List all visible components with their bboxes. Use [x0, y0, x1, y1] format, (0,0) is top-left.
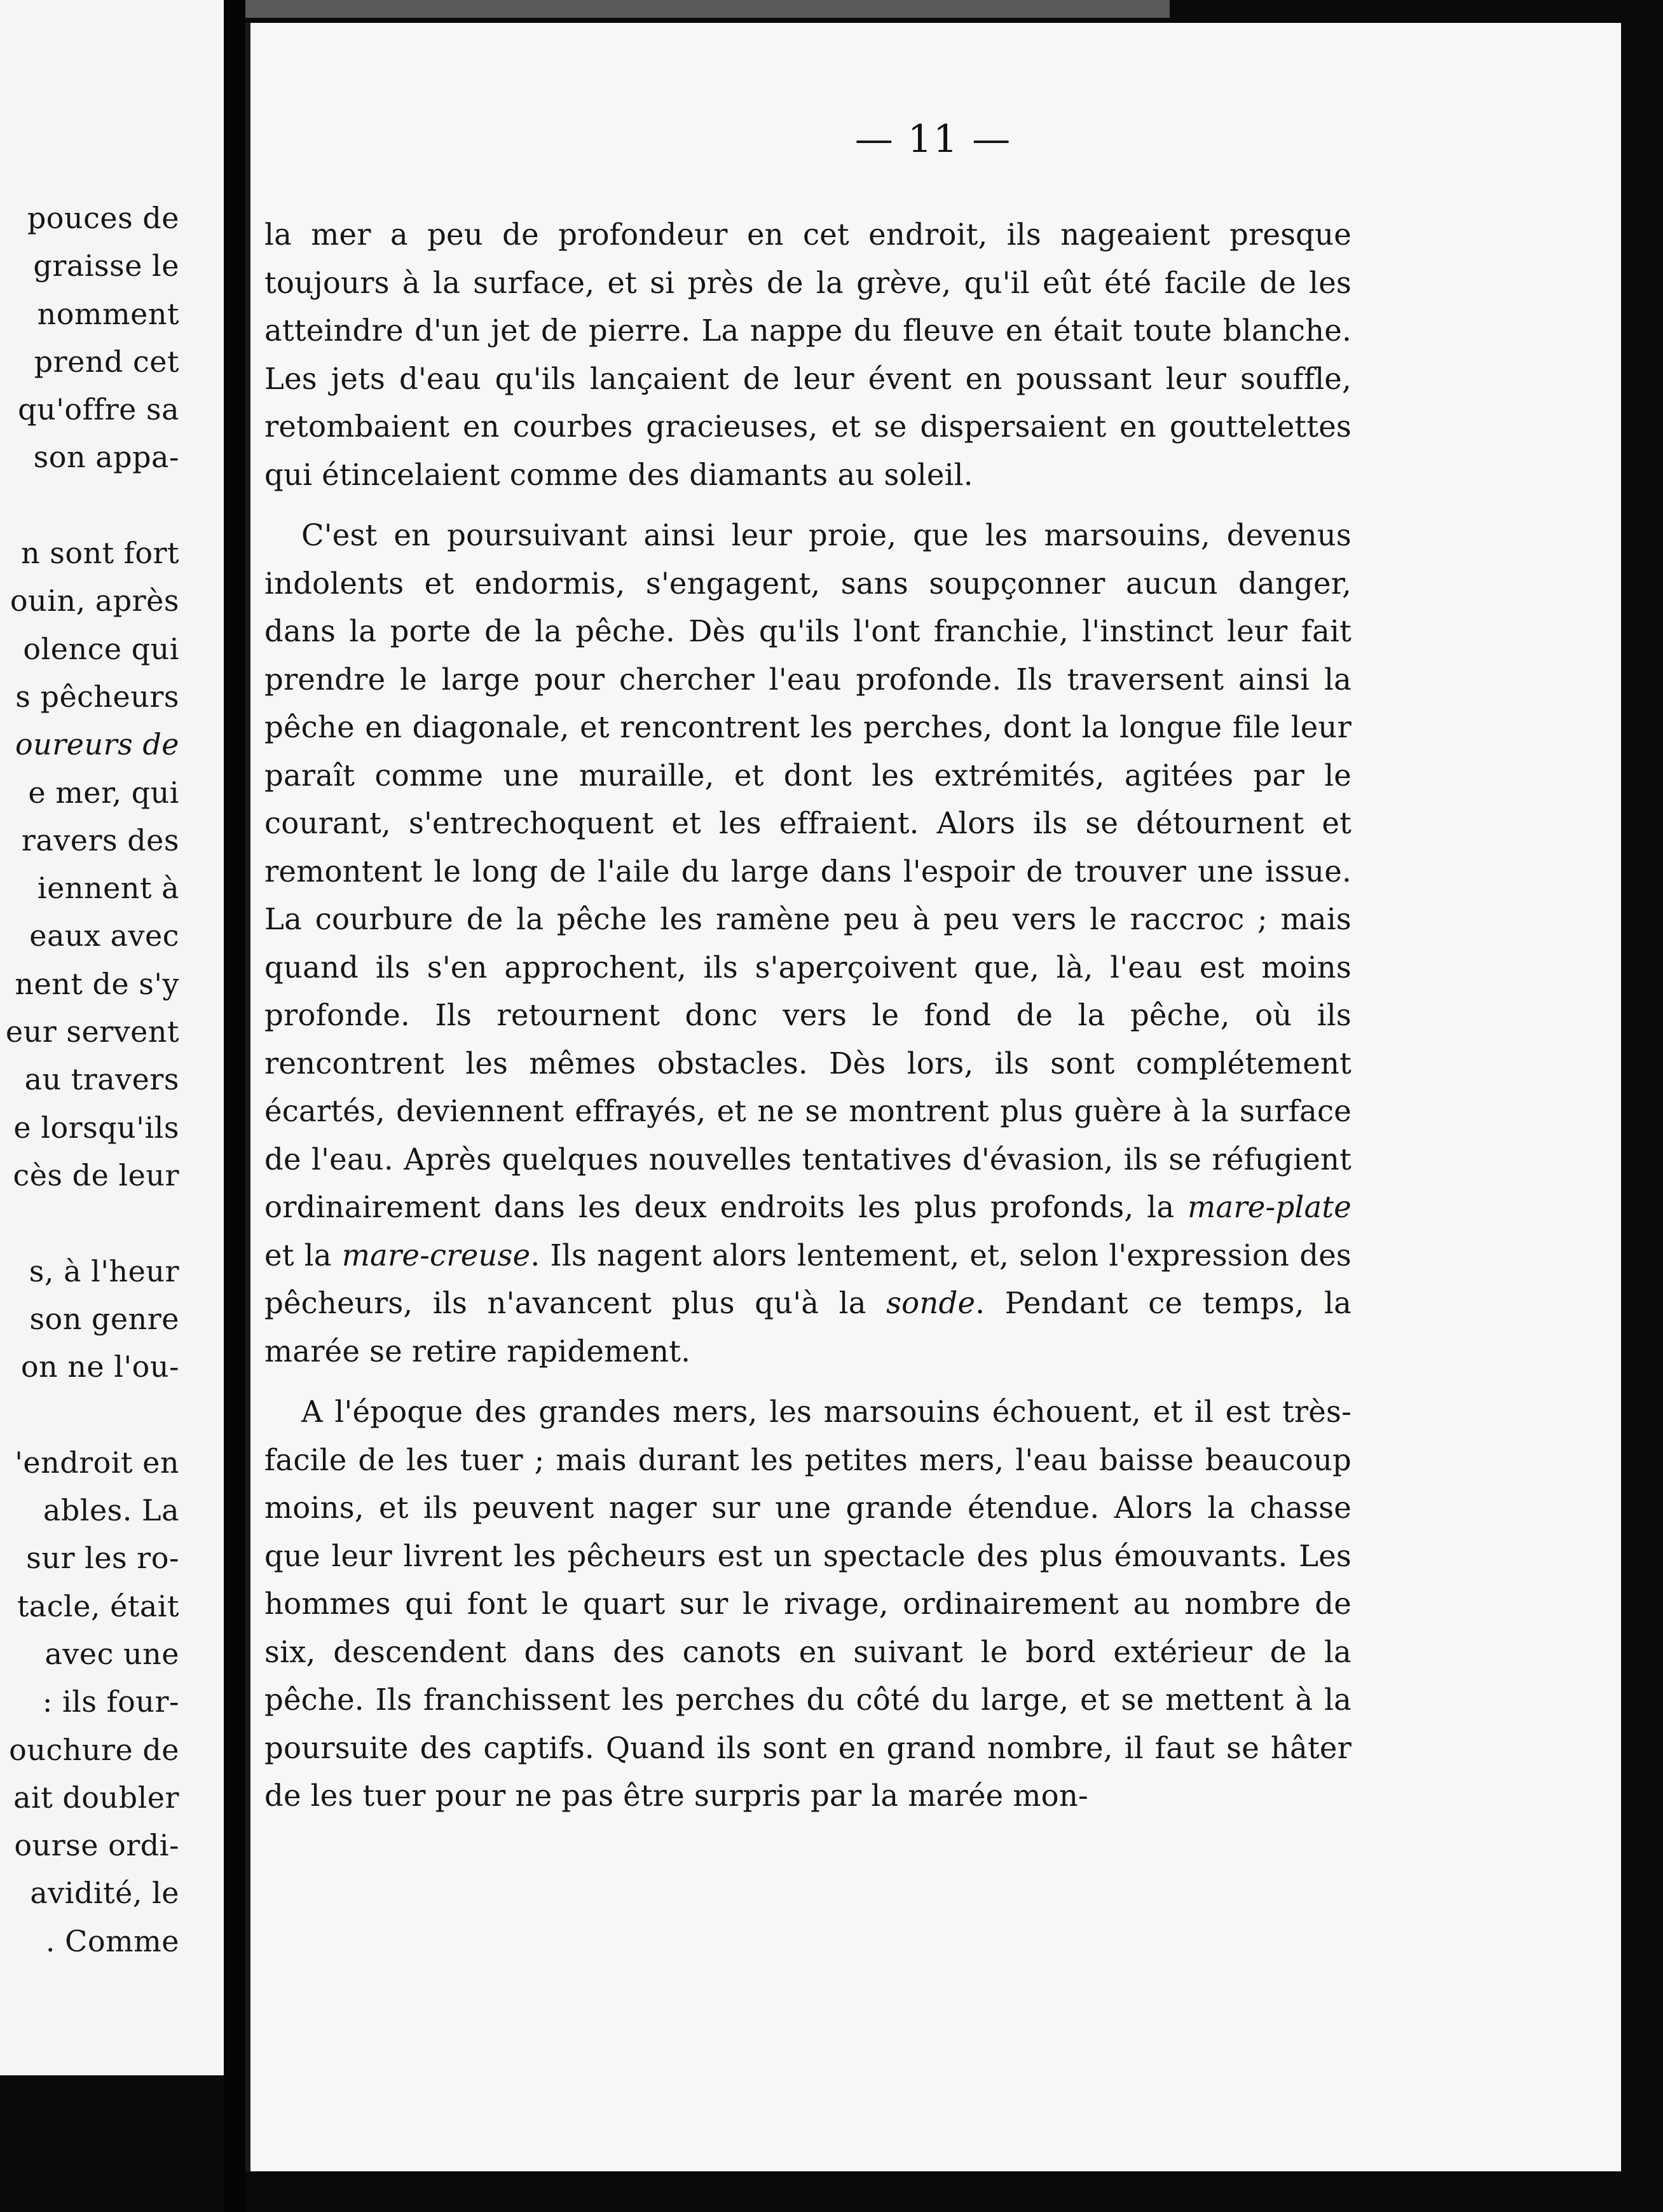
page-gutter — [224, 0, 245, 2212]
left-page-line: 'endroit en — [15, 1445, 179, 1480]
paragraph-2-part-d: . Pendant ce temps, la marée se retire rapidement. — [264, 1286, 1352, 1369]
left-page-line: sur les ro- — [26, 1541, 179, 1576]
term-sonde: sonde — [886, 1286, 976, 1320]
left-page-line: e mer, qui — [28, 775, 179, 810]
left-page-line: tacle, était — [17, 1588, 179, 1623]
left-page-line — [6, 1199, 179, 1247]
left-page-line: e lorsqu'ils — [13, 1110, 179, 1145]
left-page-line: avec une — [44, 1636, 179, 1671]
left-page-line: ables. La — [43, 1493, 179, 1528]
paragraph-2 — [264, 512, 1352, 1376]
left-page-line: son genre — [29, 1301, 179, 1336]
paragraph-1: la mer a peu de profondeur en cet endroit, ils nageaient presque toujours à la surface, et si près de la grève, qu'il eût été facile de les atteindre d'un jet de pierre. La nappe du fleuve en était toute blanche. Les jets d'eau qu'ils lançaient de leur évent en poussant leur souffle, retombaient en courbes gracieuses, et se dispersaient en gouttelettes qui étincelaient comme des diamants au soleil. — [264, 217, 1352, 492]
left-page-lines — [6, 195, 179, 1965]
left-page-line — [6, 1391, 179, 1438]
left-page-line: ouin, après — [10, 584, 179, 618]
left-page-line: ouchure de — [9, 1732, 179, 1767]
left-page-line: eaux avec — [29, 918, 179, 953]
left-page-line: s pêcheurs — [15, 679, 179, 714]
left-page-line: avidité, le — [30, 1876, 179, 1911]
left-page-line: eur servent — [5, 1014, 179, 1049]
left-page-line — [6, 482, 179, 529]
left-page-line: ravers des — [21, 823, 179, 857]
left-page-line: au travers — [24, 1062, 179, 1097]
paragraph-2-part-b: et la — [264, 1238, 332, 1273]
left-page-line: nomment — [37, 296, 179, 331]
term-mare-plate: mare-plate — [1187, 1190, 1352, 1224]
left-page-line: pouces de — [27, 201, 179, 235]
left-page-line: prend cet — [34, 344, 179, 379]
page-number: — 11 — — [854, 117, 1012, 161]
body-text — [264, 211, 1352, 1833]
left-page-line: oureurs de — [15, 727, 179, 762]
left-page-line: nent de s'y — [15, 966, 179, 1001]
left-page-fragment — [0, 0, 224, 2075]
right-page — [245, 23, 1621, 2171]
page-border-rule — [245, 23, 250, 2171]
left-page-line: qu'offre sa — [18, 392, 179, 427]
left-page-line: ait doubler — [13, 1780, 179, 1815]
left-page-line: . Comme — [45, 1923, 179, 1958]
left-page-line: ourse ordi- — [14, 1828, 179, 1863]
term-mare-creuse: mare-creuse — [341, 1238, 531, 1273]
scan-top-edge — [229, 0, 1170, 18]
left-page-line: n sont fort — [21, 536, 179, 571]
left-page-line: son appa- — [33, 440, 179, 475]
left-page-line: iennent à — [37, 871, 179, 906]
paragraph-3: A l'époque des grandes mers, les marsouins échouent, et il est très-facile de les tuer ; mais durant les petites mers, l'eau baisse beaucoup moins, et ils peuvent nager sur une grande étendue. Alors la chasse que leur livrent les pêcheurs est un spectacle des plus émouvants. Les hommes qui font le quart sur le rivage, ordinairement au nombre de six, descendent dans des canots en suivant le bord extérieur de la pêche. Ils franchissent les perches du côté du large, et se mettent à la poursuite des captifs. Quand ils sont en grand nombre, il faut se hâter de les tuer pour ne pas être surpris par la marée mon- — [264, 1395, 1352, 1813]
left-page-line: s, à l'heur — [29, 1253, 179, 1288]
left-page-line: graisse le — [33, 249, 179, 283]
paragraph-2-part-c: . Ils nagent alors lentement, et, selon l'expression des pêcheurs, ils n'avancent plus qu'à la — [264, 1238, 1352, 1320]
left-page-line: on ne l'ou- — [20, 1349, 179, 1384]
left-page-line: : ils four- — [42, 1684, 179, 1719]
left-page-line: olence qui — [23, 631, 179, 666]
left-page-line: cès de leur — [13, 1157, 179, 1192]
paragraph-2-part-a: C'est en poursuivant ainsi leur proie, que les marsouins, devenus indolents et endormis, s'engagent, sans soupçonner aucun danger, dans la porte de la pêche. Dès qu'ils l'ont franchie, l'instinct leur fait prendre le large pour chercher l'eau profonde. Ils traversent ainsi la pêche en diagonale, et rencontrent les perches, dont la longue file leur paraît comme une muraille, et dont les extrémités, agitées par le courant, s'entrechoquent et les effraient. Alors ils se détournent et remontent le long de l'aile du large dans l'espoir de trouver une issue. La courbure de la pêche les ramène peu à peu vers le raccroc ; mais quand ils s'en approchent, ils s'aperçoivent que, là, l'eau est moins profonde. Ils retournent donc vers le fond de la pêche, où ils rencontrent les mêmes obstacles. Dès lors, ils sont complétement écartés, deviennent effrayés, et ne se montrent plus guère à la surface de l'eau. Après quelques nouvelles tentatives d'évasion, ils se réfugient ordinairement dans les deux endroits les plus profonds, la — [264, 518, 1352, 1224]
